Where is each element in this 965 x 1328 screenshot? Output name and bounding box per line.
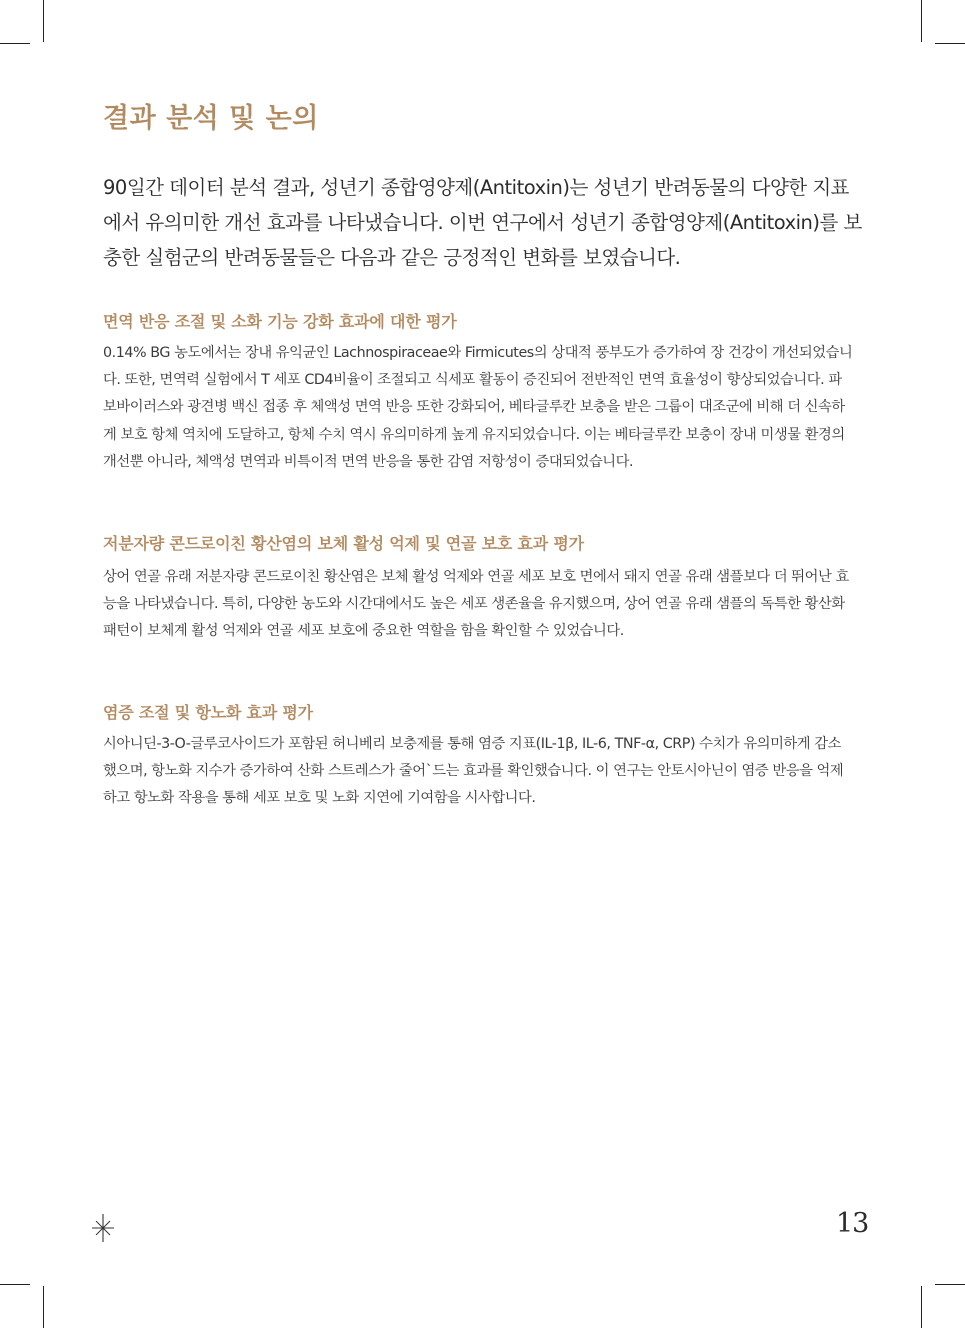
- crop-mark-top-left-horizontal: [0, 43, 30, 44]
- page-number: 13: [836, 1208, 869, 1239]
- crop-mark-top-right-vertical: [921, 0, 922, 42]
- section-heading-chondroitin: 저분자량 콘드로이친 황산염의 보체 활성 억제 및 연골 보호 효과 평가: [103, 534, 584, 553]
- crop-mark-bottom-right-horizontal: [935, 1284, 965, 1285]
- section-body-chondroitin: 상어 연골 유래 저분자량 콘드로이친 황산염은 보체 활성 억제와 연골 세포 보호 면에서 돼지 연골 유래 샘플보다 더 뛰어난 효능을 나타냈습니다. 특히, 다양한 농도와 시간대에서도 높은 세포 생존율을 유지했으며, 상어 연골 유래 샘플의 독특한 황산화 패턴이 보체계 활성 억제와 연골 세포 보호에 중요한 역할을 함을 확인할 수 있었습니다.: [103, 569, 849, 640]
- section-heading-inflammation: 염증 조절 및 항노화 효과 평가: [103, 703, 313, 722]
- crop-mark-top-left-vertical: [43, 0, 44, 42]
- section-body-immune: 0.14% BG 농도에서는 장내 유익균인 Lachnospiraceae와 Firmicutes의 상대적 풍부도가 증가하여 장 건강이 개선되었습니다. 또한, 면역력 실험에서 T 세포 CD4비율이 조절되고 식세포 활동이 증진되어 전반적인 면역 효율성이 향상되었습니다. 파보바이러스와 광견병 백신 접종 후 체액성 면역 반응 또한 강화되어, 베타글루칸 보충을 받은 그룹이 대조군에 비해 더 신속하게 보호 항체 역치에 도달하고, 항체 수치 역시 유의미하게 높게 유지되었습니다. 이는 베타글루칸 보충이 장내 미생물 환경의 개선뿐 아니라, 체액성 면역과 비특이적 면역 반응을 통한 감염 저항성이 증대되었습니다.: [103, 345, 853, 470]
- crop-mark-bottom-left-horizontal: [0, 1284, 30, 1285]
- crop-mark-top-right-horizontal: [935, 43, 965, 44]
- section-body-inflammation: 시아니딘-3-O-글루코사이드가 포함된 허니베리 보충제를 통해 염증 지표(IL-1β, IL-6, TNF-α, CRP) 수치가 유의미하게 감소했으며, 항노화 지수가 증가하여 산화 스트레스가 줄어`드는 효과를 확인했습니다. 이 연구는 안토시아닌이 염증 반응을 억제하고 항노화 작용을 통해 세포 보호 및 노화 지연에 기여함을 시사합니다.: [103, 736, 844, 807]
- intro-paragraph: 90일간 데이터 분석 결과, 성년기 종합영양제(Antitoxin)는 성년기 반려동물의 다양한 지표에서 유의미한 개선 효과를 나타냈습니다. 이번 연구에서 성년기 종합영양제(Antitoxin)를 보충한 실험군의 반려동물들은 다음과 같은 긍정적인 변화를 보였습니다.: [103, 176, 862, 269]
- crop-mark-bottom-right-vertical: [921, 1286, 922, 1328]
- section-heading-immune: 면역 반응 조절 및 소화 기능 강화 효과에 대한 평가: [103, 312, 457, 331]
- crop-mark-bottom-left-vertical: [43, 1286, 44, 1328]
- sparkle-star-icon: [92, 1214, 114, 1242]
- page-title: 결과 분석 및 논의: [103, 103, 319, 134]
